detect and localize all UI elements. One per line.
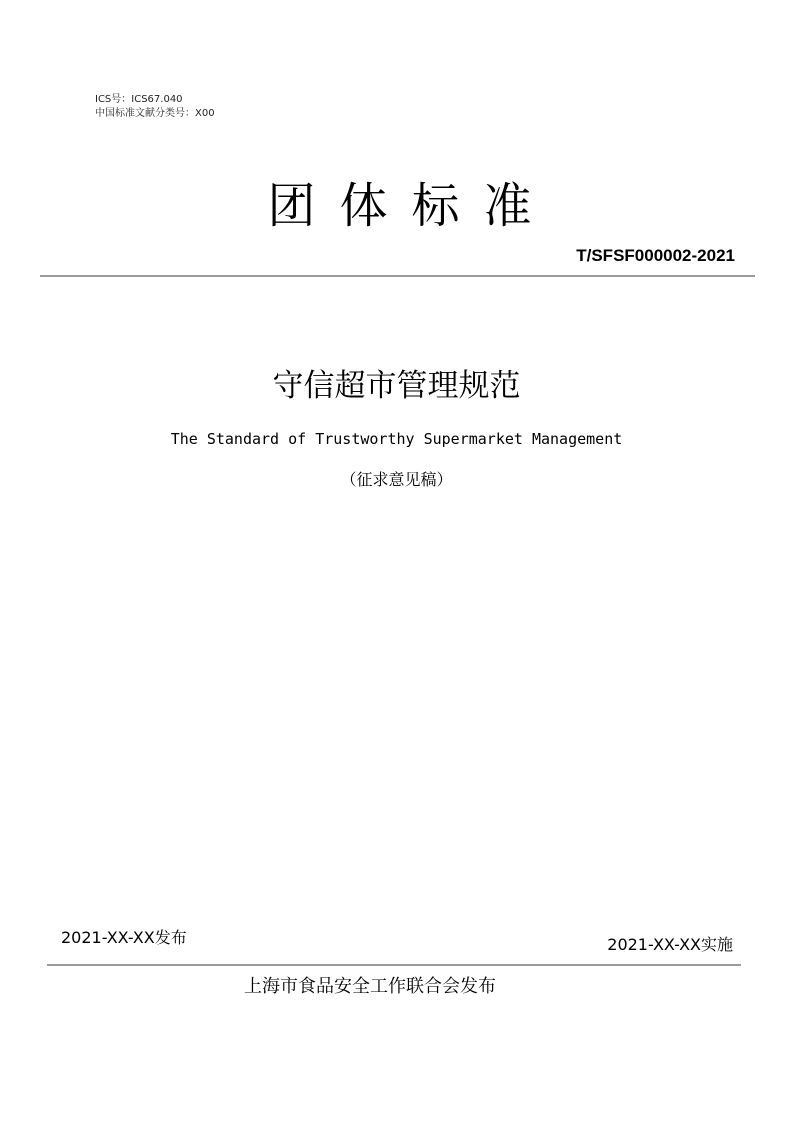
top-divider (40, 275, 755, 277)
issue-date: 2021-XX-XX发布 (61, 928, 187, 947)
classification-block (95, 93, 215, 121)
implementation-date: 2021-XX-XX实施 (607, 935, 733, 954)
publisher: 上海市食品安全工作联合会发布 (244, 976, 496, 997)
standard-code: T/SFSF000002-2021 (576, 246, 735, 265)
document-english-title: The Standard of Trustworthy Supermarket Management (170, 430, 623, 448)
draft-status: （征求意见稿） (340, 470, 453, 489)
document-title: 守信超市管理规范 (272, 368, 521, 404)
standard-type-heading: 团体标准 (267, 178, 556, 234)
ccs-number: 中国标准文献分类号：X00 (95, 108, 215, 119)
ics-number: ICS号：ICS67.040 (95, 94, 183, 105)
bottom-divider (47, 964, 741, 966)
